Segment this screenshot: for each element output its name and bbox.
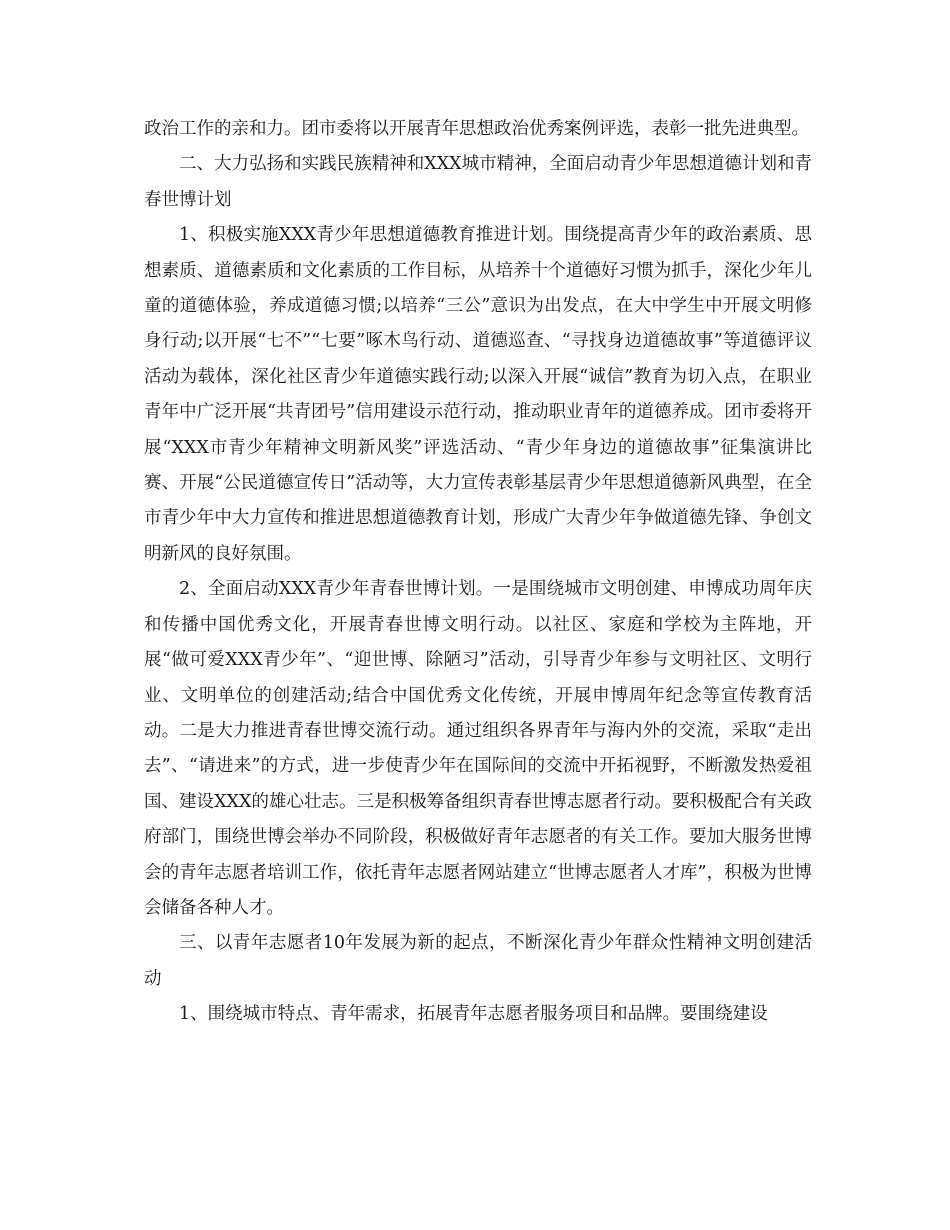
paragraph-2-2: 2、全面启动XXX青少年青春世博计划。一是围绕城市文明创建、申博成功周年庆和传播中国优秀文化，开展青春世博文明行动。以社区、家庭和学校为主阵地，开展“做可爱XXX青少年”、“迎世博、除陋习”活动，引导青少年参与文明社区、文明行业、文明单位的创建活动;结合中国优秀文化传统，开展申博周年纪念等宣传教育活动。二是大力推进青春世博交流行动。通过组织各界青年与海内外的交流，采取“走出去”、“请进来”的方式，进一步使青少年在国际间的交流中开拓视野，不断激发热爱祖国、建设XXX的雄心壮志。三是积极筹备组织青春世博志愿者行动。要积极配合有关政府部门，围绕世博会举办不同阶段，积极做好青年志愿者的有关工作。要加大服务世博会的青年志愿者培训工作，依托青年志愿者网站建立“世博志愿者人才库”，积极为世博会储备各种人才。	[144, 579, 812, 918]
paragraph-3-1: 1、围绕城市特点、青年需求，拓展青年志愿者服务项目和品牌。要围绕建设	[179, 1004, 768, 1025]
paragraph-continuation: 政治工作的亲和力。团市委将以开展青年思想政治优秀案例评选，表彰一批先进典型。	[144, 119, 809, 139]
section-heading-2: 二、大力弘扬和实践民族精神和XXX城市精神，全面启动青少年思想道德计划和青春世博计划	[144, 154, 812, 210]
document-body	[144, 112, 812, 1033]
section-heading-3: 三、以青年志愿者10年发展为新的起点，不断深化青少年群众性精神文明创建活动	[144, 933, 812, 989]
paragraph-2-1: 1、积极实施XXX青少年思想道德教育推进计划。围绕提高青少年的政治素质、思想素质、道德素质和文化素质的工作目标，从培养十个道德好习惯为抓手，深化少年儿童的道德体验，养成道德习惯;以培养“三公”意识为出发点，在大中学生中开展文明修身行动;以开展“七不”“七要”啄木鸟行动、道德巡查、“寻找身边道德故事”等道德评议活动为载体，深化社区青少年道德实践行动;以深入开展“诚信”教育为切入点，在职业青年中广泛开展“共青团号”信用建设示范行动，推动职业青年的道德养成。团市委将开展“XXX市青少年精神文明新风奖”评选活动、“青少年身边的道德故事”征集演讲比赛、开展“公民道德宣传日”活动等，大力宣传表彰基层青少年思想道德新风典型，在全市青少年中大力宣传和推进思想道德教育计划，形成广大青少年争做道德先锋、争创文明新风的良好氛围。	[144, 225, 812, 564]
